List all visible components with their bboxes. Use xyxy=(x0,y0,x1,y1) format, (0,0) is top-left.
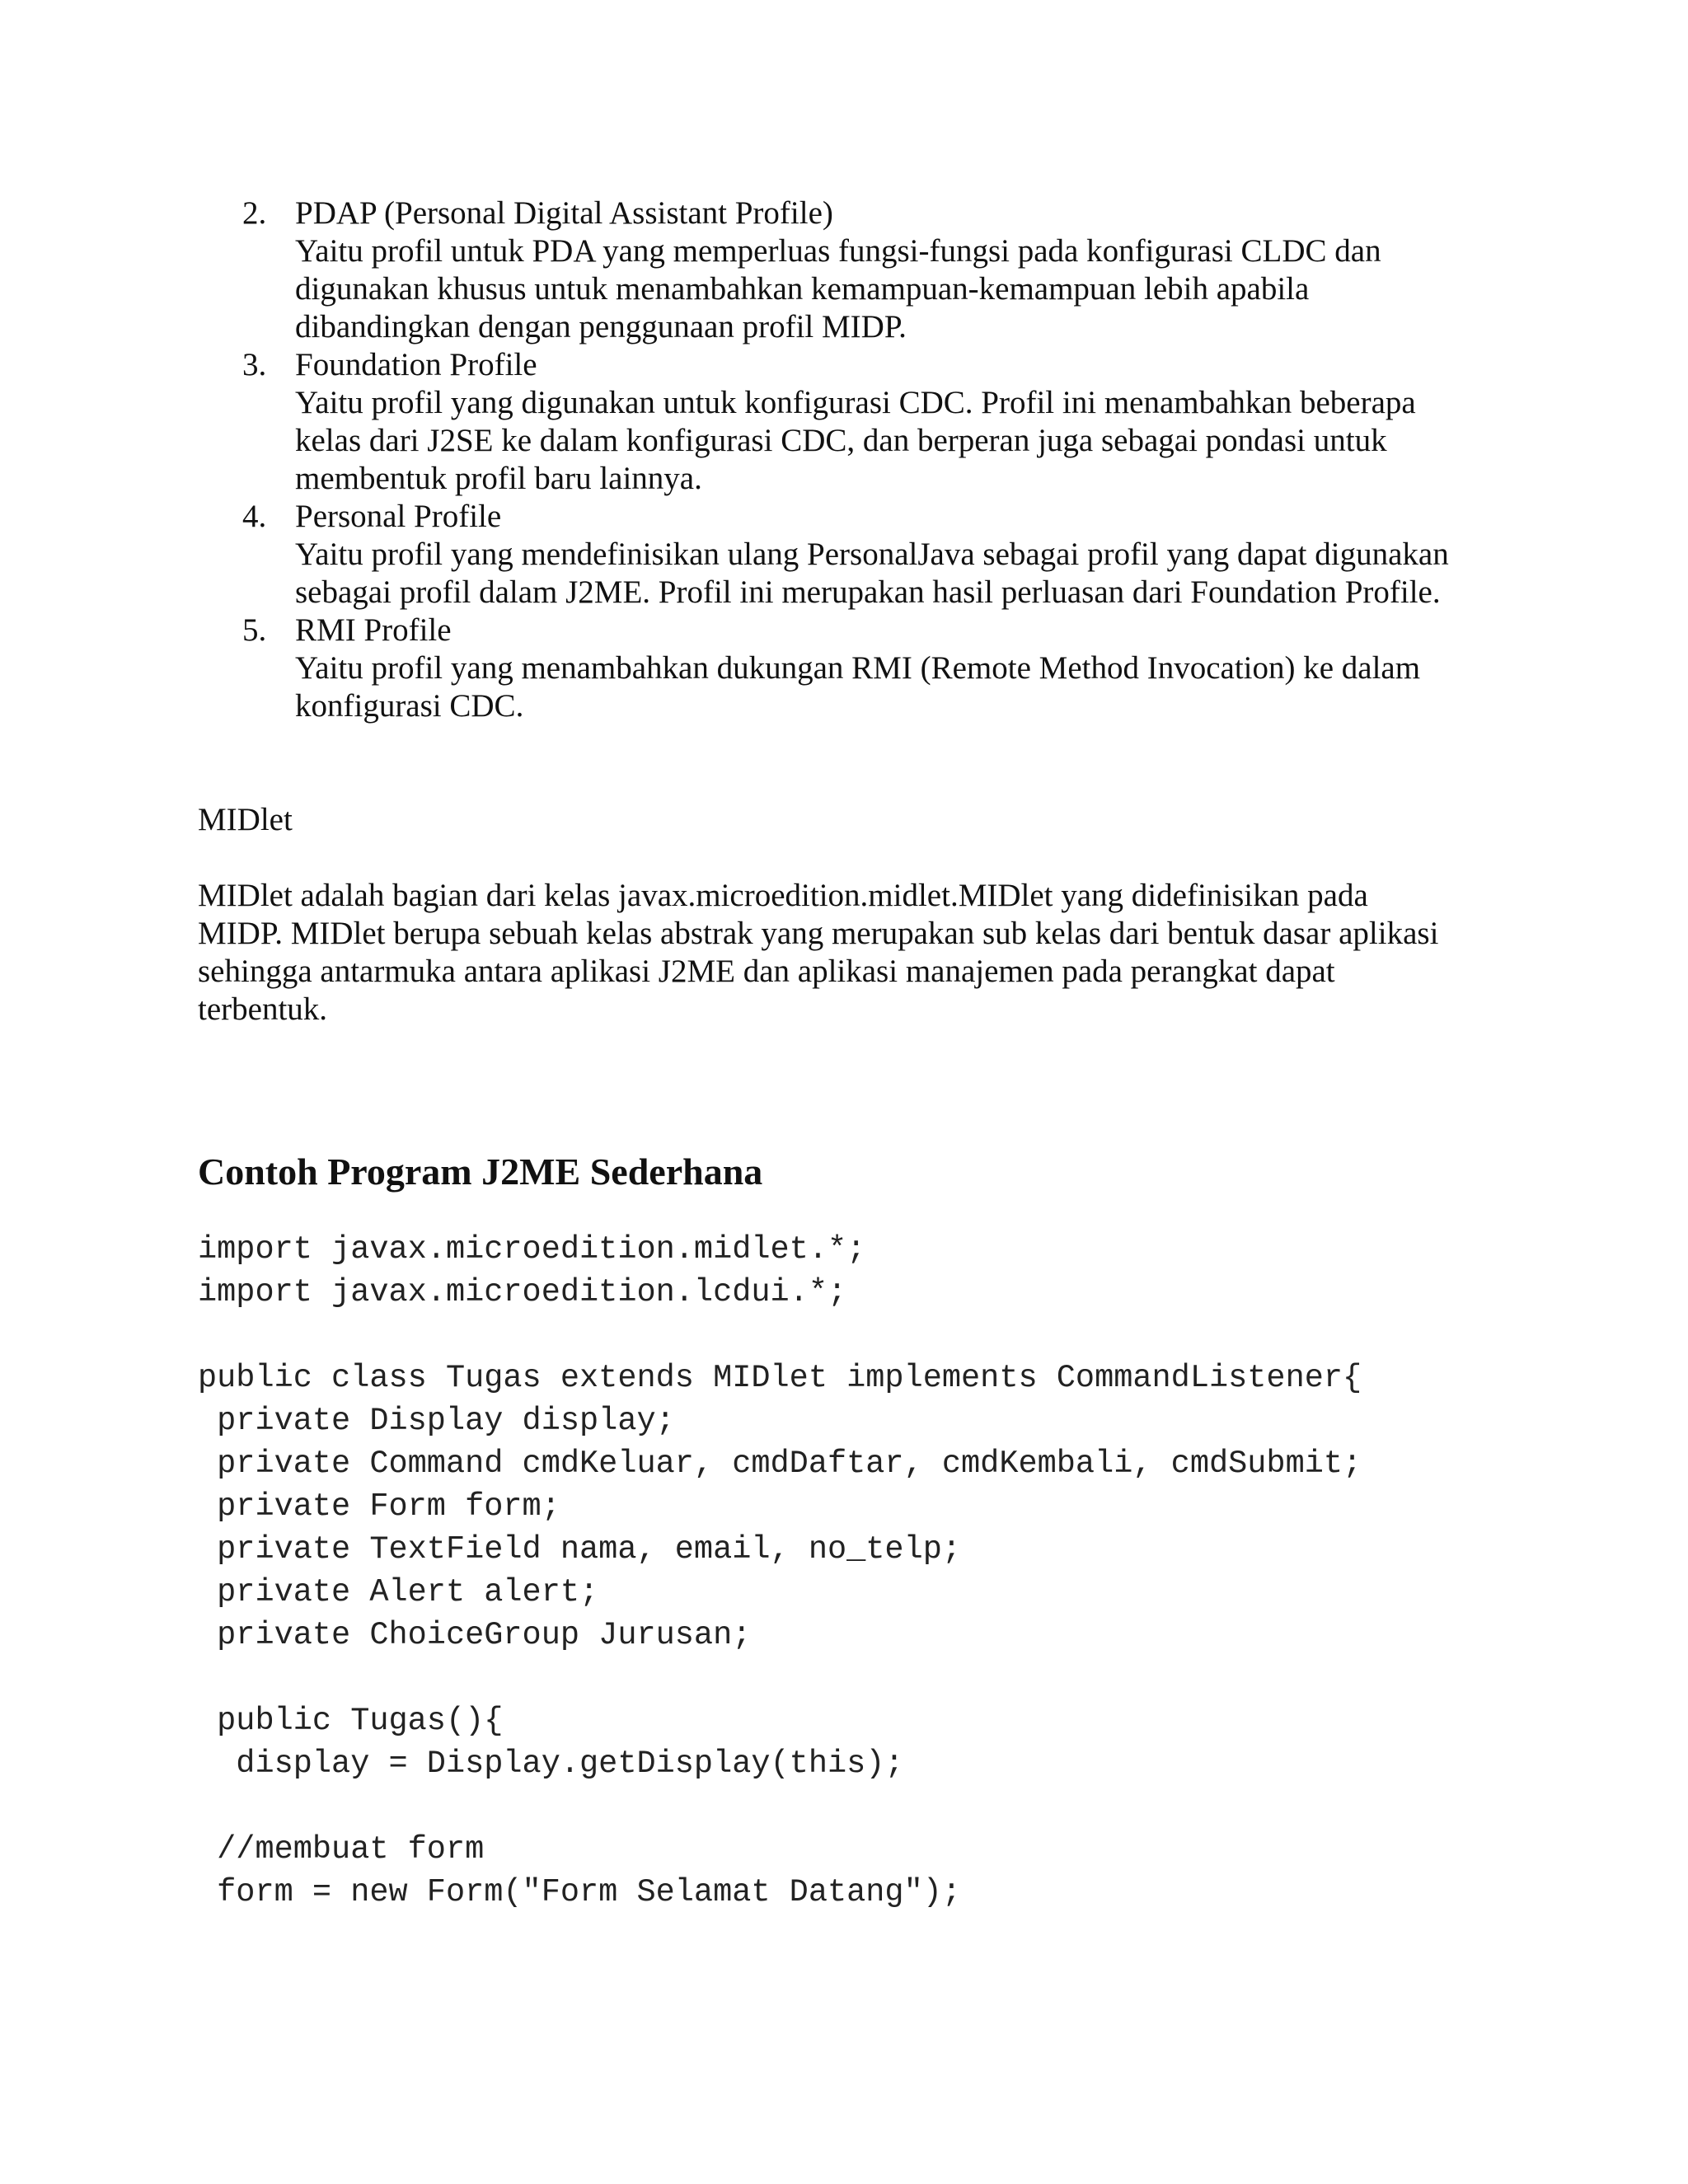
list-item-description-line: digunakan khusus untuk menambahkan kemampuan-kemampuan lebih apabila xyxy=(295,271,1310,307)
list-item xyxy=(0,194,1688,346)
code-line: //membuat form xyxy=(198,1831,485,1868)
code-line: public Tugas(){ xyxy=(198,1703,504,1739)
list-item-description-line: membentuk profil baru lainnya. xyxy=(295,461,702,496)
code-line: import javax.microedition.midlet.*; xyxy=(198,1231,866,1268)
code-line: private TextField nama, email, no_telp; xyxy=(198,1531,962,1568)
list-item-number: 4. xyxy=(242,499,267,534)
code-line: private Alert alert; xyxy=(198,1574,599,1610)
list-item-title: PDAP (Personal Digital Assistant Profile) xyxy=(295,195,833,231)
list-item-description-line: Yaitu profil untuk PDA yang memperluas fungsi-fungsi pada konfigurasi CLDC dan xyxy=(295,233,1381,269)
profile-list xyxy=(0,194,1688,725)
list-item-description-line: dibandingkan dengan penggunaan profil MIDP. xyxy=(295,309,907,344)
list-item-number: 5. xyxy=(242,612,267,648)
list-item-description-line: sebagai profil dalam J2ME. Profil ini merupakan hasil perluasan dari Foundation Profile. xyxy=(295,574,1441,610)
list-item-description-line: Yaitu profil yang mendefinisikan ulang PersonalJava sebagai profil yang dapat digunakan xyxy=(295,537,1449,572)
section-title: Contoh Program J2ME Sederhana xyxy=(198,1151,763,1193)
paragraph-line: MIDlet adalah bagian dari kelas javax.microedition.midlet.MIDlet yang didefinisikan pada xyxy=(198,878,1368,913)
list-item-number: 2. xyxy=(242,195,267,231)
paragraph-line: sehingga antarmuka antara aplikasi J2ME dan aplikasi manajemen pada perangkat dapat xyxy=(198,954,1335,989)
list-item-number: 3. xyxy=(242,347,267,382)
list-item-description-line: Yaitu profil yang menambahkan dukungan RMI (Remote Method Invocation) ke dalam xyxy=(295,650,1421,686)
midlet-paragraph xyxy=(198,877,1517,1029)
list-item xyxy=(0,498,1688,612)
code-line xyxy=(198,1785,1362,1828)
code-line: private Form form; xyxy=(198,1488,560,1525)
code-line: import javax.microedition.lcdui.*; xyxy=(198,1274,847,1310)
code-line xyxy=(198,1657,1362,1699)
list-item-title: Foundation Profile xyxy=(295,347,537,382)
code-line: display = Display.getDisplay(this); xyxy=(198,1746,904,1782)
midlet-heading: MIDlet xyxy=(198,802,293,837)
list-item xyxy=(0,346,1688,498)
code-line: private ChoiceGroup Jurusan; xyxy=(198,1617,752,1653)
paragraph-line: MIDP. MIDlet berupa sebuah kelas abstrak yang merupakan sub kelas dari bentuk dasar aplikasi xyxy=(198,916,1439,951)
list-item-description-line: kelas dari J2SE ke dalam konfigurasi CDC, dan berperan juga sebagai pondasi untuk xyxy=(295,423,1387,458)
code-line: form = new Form("Form Selamat Datang"); xyxy=(198,1874,962,1910)
code-line: public class Tugas extends MIDlet implements CommandListener{ xyxy=(198,1360,1362,1396)
code-block xyxy=(198,1228,1362,1914)
code-line: private Display display; xyxy=(198,1403,675,1439)
list-item-description-line: konfigurasi CDC. xyxy=(295,688,524,724)
list-item-title: RMI Profile xyxy=(295,612,452,648)
list-item-title: Personal Profile xyxy=(295,499,502,534)
list-item xyxy=(0,612,1688,725)
paragraph-line: terbentuk. xyxy=(198,991,328,1027)
list-item-description-line: Yaitu profil yang digunakan untuk konfigurasi CDC. Profil ini menambahkan beberapa xyxy=(295,385,1416,420)
code-line xyxy=(198,1314,1362,1357)
code-line: private Command cmdKeluar, cmdDaftar, cmdKembali, cmdSubmit; xyxy=(198,1446,1362,1482)
